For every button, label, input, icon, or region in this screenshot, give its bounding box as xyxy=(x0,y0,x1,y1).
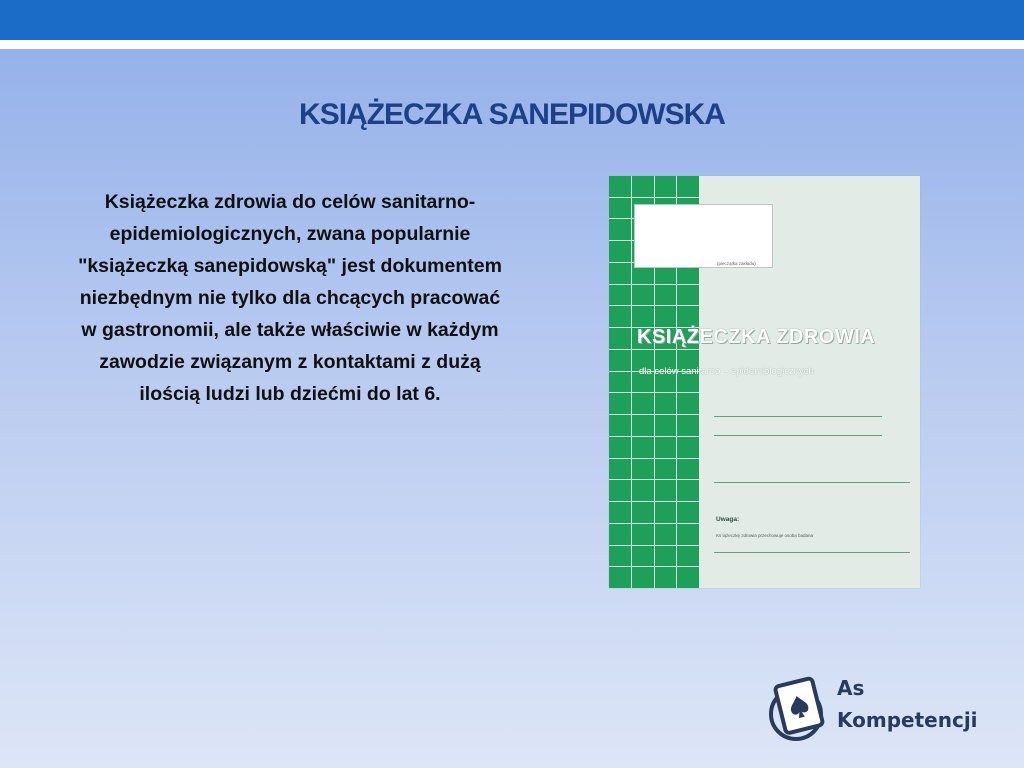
booklet-grid-cell xyxy=(677,524,699,545)
booklet-grid-cell xyxy=(632,459,654,480)
booklet-grid-cell xyxy=(655,546,677,567)
booklet-grid-cell xyxy=(609,546,631,567)
booklet-grid-cell xyxy=(609,241,631,262)
booklet-grid-cell xyxy=(632,480,654,501)
booklet-subtitle: dla celów sanitarno – epidemiologicznych xyxy=(639,366,814,377)
booklet-grid-cell xyxy=(655,567,677,588)
booklet-grid-cell xyxy=(609,285,631,306)
booklet-grid-cell xyxy=(677,285,699,306)
booklet-grid-cell xyxy=(609,263,631,284)
as-kompetencji-logo xyxy=(768,676,998,746)
booklet-grid-cell xyxy=(677,306,699,327)
logo-text-line2: Kompetencji xyxy=(837,708,978,732)
booklet-grid-cell xyxy=(632,306,654,327)
booklet-grid-cell xyxy=(609,567,631,588)
slide-title: KSIĄŻECZKA SANEPIDOWSKA xyxy=(299,98,725,131)
booklet-line xyxy=(714,482,910,483)
booklet-grid-cell xyxy=(609,372,631,393)
health-booklet-image xyxy=(609,176,920,588)
booklet-grid-cell xyxy=(609,393,631,414)
logo-text-line1: As xyxy=(837,676,865,700)
booklet-grid-cell xyxy=(655,415,677,436)
booklet-grid-cell xyxy=(655,285,677,306)
booklet-grid-cell xyxy=(677,393,699,414)
booklet-grid-cell xyxy=(655,524,677,545)
booklet-grid-cell xyxy=(632,437,654,458)
booklet-note-text: Ks iążeczkę zdrowia przechowuje osoba badana xyxy=(716,533,814,538)
spade-card-icon xyxy=(768,676,832,742)
booklet-label-box xyxy=(634,204,773,268)
body-text: Książeczka zdrowia do celów sanitarno-epidemiologicznych, zwana popularnie "książeczką sanepidowską" jest dokumentem niezbędnym nie tylko dla chcących pracować w gastronomii, ale także właściwie w każdym zawodzie związanym z kontaktami z dużą ilością ludzi lub dziećmi do lat 6. xyxy=(78,191,502,405)
booklet-grid-cell xyxy=(632,502,654,523)
booklet-grid-cell xyxy=(677,415,699,436)
booklet-grid-cell xyxy=(609,306,631,327)
booklet-grid-cell xyxy=(609,176,631,197)
booklet-grid-cell xyxy=(632,567,654,588)
booklet-line xyxy=(714,435,882,436)
booklet-grid-cell xyxy=(609,350,631,371)
booklet-grid-cell xyxy=(655,459,677,480)
booklet-grid-cell xyxy=(609,219,631,240)
booklet-grid-cell xyxy=(609,480,631,501)
booklet-grid-cell xyxy=(609,328,631,349)
booklet-grid-cell xyxy=(609,198,631,219)
booklet-line xyxy=(714,552,910,553)
booklet-grid-cell xyxy=(677,546,699,567)
booklet-grid-cell xyxy=(609,437,631,458)
booklet-grid-cell xyxy=(655,393,677,414)
top-divider xyxy=(0,40,1024,49)
booklet-grid-cell xyxy=(677,480,699,501)
booklet-grid-cell xyxy=(609,415,631,436)
booklet-grid-cell xyxy=(632,393,654,414)
booklet-note-label: Uwaga: xyxy=(716,516,740,523)
booklet-grid-cell xyxy=(655,176,677,197)
booklet-grid-cell xyxy=(609,459,631,480)
booklet-grid-cell xyxy=(677,459,699,480)
booklet-grid-cell xyxy=(632,285,654,306)
booklet-grid-cell xyxy=(677,437,699,458)
booklet-line xyxy=(714,416,882,417)
booklet-grid-cell xyxy=(655,306,677,327)
booklet-grid-cell xyxy=(632,415,654,436)
booklet-grid-cell xyxy=(677,176,699,197)
booklet-grid-cell xyxy=(609,502,631,523)
booklet-grid-cell xyxy=(655,502,677,523)
booklet-title: KSIĄŻECZKA ZDROWIA xyxy=(637,326,876,348)
booklet-grid-cell xyxy=(655,480,677,501)
booklet-grid-cell xyxy=(632,524,654,545)
booklet-grid-cell xyxy=(677,567,699,588)
booklet-grid-cell xyxy=(655,437,677,458)
booklet-grid-cell xyxy=(677,502,699,523)
booklet-grid-cell xyxy=(609,524,631,545)
booklet-grid-cell xyxy=(632,176,654,197)
top-bar xyxy=(0,0,1024,40)
booklet-grid-cell xyxy=(632,546,654,567)
booklet-label-caption: (pieczątka zakładu) xyxy=(717,261,756,266)
